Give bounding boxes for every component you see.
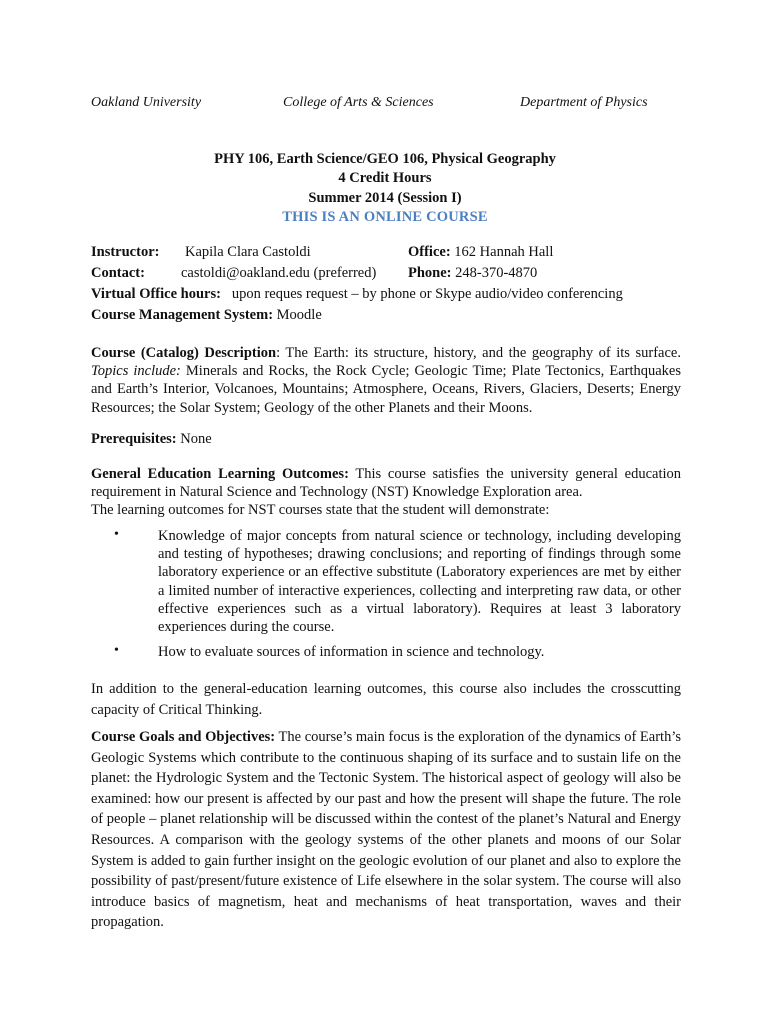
catalog-description: Course (Catalog) Description: The Earth: its structure, history, and the geography of its surface. Topics include: Minerals and Rocks, the Rock Cycle; Geologic Time; Plate Tectonics, Earthquakes and Earth’s Interior, Volcanoes, Mountains; Atmosphere, Oceans, Rivers, Glaciers, Deserts; Energy Resources; the Solar System; Geology of the other Planets and their Moons. [91, 345, 681, 416]
prerequisites: Prerequisites: None [91, 431, 212, 447]
course-goals: Course Goals and Objectives: The course’s main focus is the exploration of the dynamics of Earth’s Geologic Systems which contribute to the continuous shaping of its surface and to sustain life on the planet: the Hydrologic System and the Tectonic System. The historical aspect of geology will also be examined: how our present is affected by our past and how the present will shape the future. The role of people – planet relationship will be discussed within the contest of the planet’s Natural and Energy Resources. A comparison with the geology systems of the other planets and moons of our Solar System is added to gain further insight on the geologic evolution of our planet and also to explore the possibility of past/present/future existence of Life elsewhere in the solar system. The course will also introduce basics of magnetism, heat and mechanisms of heat transportation, waves and their propagation. [91, 729, 681, 931]
header-university: Oakland University [91, 95, 202, 110]
instructor-name: Kapila Clara Castoldi [185, 244, 311, 260]
gen-ed-outcomes: General Education Learning Outcomes: This course satisfies the university general education requirement in Natural Science and Technology (NST) Knowledge Exploration area. The learning outcomes for NST courses state that the student will demonstrate: [91, 466, 681, 519]
instructor-label: Instructor: [91, 244, 160, 260]
course-title: PHY 106, Earth Science/GEO 106, Physical Geography [214, 151, 556, 167]
bullet-marker: • [114, 643, 119, 658]
term: Summer 2014 (Session I) [308, 189, 462, 206]
virtual-office-hours: Virtual Office hours: upon reques request – by phone or Skype audio/video conferencing [91, 286, 623, 302]
crosscutting-capacity: In addition to the general-education learning outcomes, this course also includes the crosscutting capacity of Critical Thinking. [91, 681, 681, 718]
contact-email: castoldi@oakland.edu (preferred) [181, 265, 377, 281]
course-title-block [0, 150, 770, 227]
contact-label: Contact: [91, 265, 145, 281]
phone-info: Phone: 248-370-4870 [408, 265, 538, 281]
office-info: Office: 162 Hannah Hall [408, 244, 554, 260]
online-course-notice: THIS IS AN ONLINE COURSE [282, 208, 488, 225]
outcome-bullet-1: Knowledge of major concepts from natural science or technology, including developing and testing of hypotheses; drawing conclusions; and reporting of findings through some laboratory experience or an effective substitute (Laboratory experiences are met by either a limited number of interactive experiences, collecting and interpreting raw data, or other effective experiences such as a virtual laboratory). Requires at least 3 laboratory experiences during the course. [158, 528, 681, 636]
course-management-system: Course Management System: Moodle [91, 307, 322, 323]
credit-hours: 4 Credit Hours [338, 170, 432, 187]
header-college: College of Arts & Sciences [283, 95, 434, 110]
outcome-bullet-2: How to evaluate sources of information in science and technology. [158, 644, 545, 660]
header-department: Department of Physics [520, 95, 648, 110]
bullet-marker: • [114, 527, 119, 542]
